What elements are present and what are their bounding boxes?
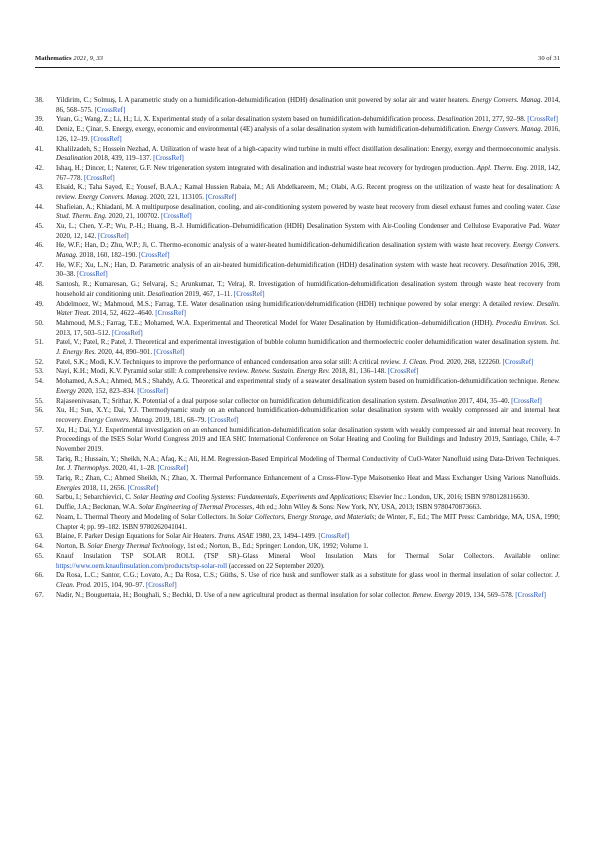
reference-number: 54. bbox=[35, 377, 44, 386]
reference-item bbox=[35, 319, 560, 338]
page-number: 30 of 31 bbox=[538, 55, 560, 62]
reference-text bbox=[56, 532, 560, 542]
crossref-link[interactable]: [CrossRef] bbox=[205, 192, 237, 201]
reference-source: J. Clean. Prod. bbox=[56, 571, 560, 589]
reference-authors-title: Da Rosa, L.C.; Santor, C.G.; Lovato, A.; Da Rosa, C.S.; Güths, S. Use of rice husk and sunflower stalk as a substitute for glass wool in thermal insulation of solar collector. bbox=[56, 571, 556, 580]
reference-text bbox=[56, 552, 560, 571]
reference-authors-title: Elsaid, K.; Taha Sayed, E.; Yousef, B.A.A.; Kamal Hussien Rabaia, M.; Ali Abdelkareem, M.; Olabi, A.G. Recent progress on the utilization of waste heat for desalination: A review. bbox=[56, 183, 560, 201]
reference-item bbox=[35, 96, 560, 115]
reference-access-note: (accessed on 22 September 2020). bbox=[227, 561, 325, 570]
crossref-link[interactable]: [CrossRef] bbox=[515, 590, 547, 599]
reference-source: Renew. Energy bbox=[56, 377, 560, 395]
reference-authors-title: Tariq, R.; Zhan, C.; Ahmed Sheikh, N.; Zhao, X. Thermal Performance Enhancement of a Cross-Flow-Type Maisotsenko Heat and Mass Exchanger Using Various Nanofluids. bbox=[56, 474, 560, 483]
reference-item bbox=[35, 183, 560, 202]
reference-authors-title: He, W.F.; Han, D.; Zhu, W.P.; Ji, C. Thermo-economic analysis of a water-heated humidification-dehumidification desalination system with waste heat recovery. bbox=[56, 241, 513, 250]
reference-text bbox=[56, 241, 560, 260]
crossref-link[interactable]: [CrossRef] bbox=[157, 464, 189, 473]
reference-authors-title: Ishaq, H.; Dincer, I.; Naterer, G.F. New trigeneration system integrated with desalination and industrial waste heat recovery for hydrogen production. bbox=[56, 163, 477, 172]
reference-source: J. Clean. Prod. bbox=[402, 357, 445, 366]
reference-text bbox=[56, 222, 560, 241]
reference-authors-title: Sarbu, I.; Sebarchievici, C. bbox=[56, 493, 134, 502]
reference-item bbox=[35, 513, 560, 532]
reference-details: 2019, 134, 569–578. bbox=[454, 590, 516, 599]
reference-source: Water bbox=[543, 222, 560, 231]
reference-item bbox=[35, 591, 560, 601]
reference-item bbox=[35, 542, 560, 552]
crossref-link[interactable]: [CrossRef] bbox=[527, 115, 559, 124]
running-head bbox=[35, 53, 103, 65]
reference-number: 64. bbox=[35, 542, 44, 551]
reference-text bbox=[56, 397, 560, 407]
reference-item bbox=[35, 261, 560, 280]
reference-authors-title: Xu, L.; Chen, Y.-P.; Wu, P.-H.; Huang, B.-J. Humidification–Dehumidification (HDH) Desalination System with Air-Cooling Condenser and Cellulose Evaporative Pad. bbox=[56, 222, 544, 231]
reference-text bbox=[56, 426, 560, 455]
crossref-link[interactable]: [CrossRef] bbox=[161, 212, 192, 221]
journal-citation: 2021, 9, 33 bbox=[73, 55, 103, 62]
crossref-link[interactable]: [CrossRef] bbox=[207, 415, 239, 424]
reference-text bbox=[56, 358, 560, 368]
reference-text bbox=[56, 406, 560, 425]
reference-details: ; Elsevier Inc.: London, UK, 2016; ISBN 9780128116630. bbox=[365, 493, 530, 502]
crossref-link[interactable]: [CrossRef] bbox=[387, 367, 419, 376]
reference-source: Solar Engineering of Thermal Processes bbox=[138, 503, 253, 512]
reference-details: 2020, 12, 142. bbox=[56, 231, 98, 240]
reference-text bbox=[56, 164, 560, 183]
reference-source: Energy Convers. Manag. bbox=[83, 415, 154, 424]
reference-number: 51. bbox=[35, 338, 44, 347]
reference-details: 2018, 160, 182–190. bbox=[77, 251, 139, 259]
reference-details: 2013, 17, 503–512. bbox=[56, 328, 112, 337]
reference-details: 2016, 126, 12–19. bbox=[56, 125, 561, 143]
reference-text bbox=[56, 96, 560, 115]
crossref-link[interactable]: [CrossRef] bbox=[233, 289, 265, 298]
reference-details: 2019, 181, 68–79. bbox=[153, 415, 208, 424]
reference-text bbox=[56, 513, 560, 532]
reference-number: 44. bbox=[35, 202, 44, 211]
crossref-link[interactable]: [CrossRef] bbox=[77, 270, 108, 279]
reference-item bbox=[35, 367, 560, 377]
reference-text bbox=[56, 542, 560, 552]
reference-authors-title: Knauf Insulation TSP SOLAR ROLL (TSP SR)–Glass Mineral Wool Insulation Mats for Thermal Solar Collectors. Available online: bbox=[56, 551, 560, 560]
reference-item bbox=[35, 474, 560, 493]
reference-source: Procedia Environ. Sci. bbox=[495, 318, 560, 327]
reference-text bbox=[56, 183, 560, 202]
reference-item bbox=[35, 280, 560, 299]
reference-number: 55. bbox=[35, 396, 44, 405]
reference-text bbox=[56, 493, 560, 503]
reference-item bbox=[35, 300, 560, 319]
reference-item bbox=[35, 571, 560, 590]
reference-number: 57. bbox=[35, 425, 44, 434]
reference-number: 40. bbox=[35, 125, 44, 134]
reference-text bbox=[56, 474, 560, 493]
reference-authors-title: Patel, V.; Patel, R.; Patel, J. Theoretical and experimental investigation of bubble column humidification and thermoelectric cooler dehumidification water desalination system. bbox=[56, 338, 551, 347]
journal-name: Mathematics bbox=[35, 55, 72, 62]
reference-item bbox=[35, 532, 560, 542]
header-rule bbox=[35, 67, 560, 68]
reference-authors-title: Yuan, G.; Wang, Z.; Li, H.; Li, X. Experimental study of a solar desalination system based on humidification-dehumidification process. bbox=[56, 115, 438, 124]
reference-number: 47. bbox=[35, 260, 44, 269]
reference-source: Energy Convers. Manag. bbox=[472, 125, 543, 134]
reference-details: 1980, 23, 1494–1499. bbox=[253, 532, 319, 541]
reference-number: 63. bbox=[35, 532, 44, 541]
reference-number: 42. bbox=[35, 163, 44, 172]
reference-authors-title: Santosh, R.; Kumaresan, G.; Selvaraj, S.; Arunkumar, T.; Velraj, R. Investigation of humidification-dehumidification desalination system through waste heat recovery from household air conditioning unit. bbox=[56, 280, 560, 298]
reference-number: 45. bbox=[35, 222, 44, 231]
reference-source: Energy Convers. Manag. bbox=[78, 192, 149, 201]
reference-authors-title: Duffie, J.A.; Beckman, W.A. bbox=[56, 503, 139, 512]
crossref-link[interactable]: [CrossRef] bbox=[94, 105, 126, 114]
reference-number: 41. bbox=[35, 144, 44, 153]
crossref-link[interactable]: [CrossRef] bbox=[138, 251, 170, 259]
reference-source: Appl. Therm. Eng. bbox=[476, 163, 529, 172]
reference-details: 2020, 41, 1–28. bbox=[110, 464, 158, 473]
reference-details: 2020, 268, 122260. bbox=[444, 357, 503, 366]
reference-number: 56. bbox=[35, 406, 44, 415]
reference-authors-title: Nadir, N.; Bouguettaia, H.; Boughali, S.; Bechki, D. Use of a new agricultural product as thermal insulation for solar collector. bbox=[56, 590, 413, 599]
reference-text bbox=[56, 571, 560, 590]
reference-source: Int. J. Energy Res. bbox=[56, 338, 560, 356]
reference-number: 43. bbox=[35, 183, 44, 192]
crossref-link[interactable]: [CrossRef] bbox=[153, 154, 184, 163]
reference-details: 2020, 44, 890–901. bbox=[96, 347, 154, 356]
reference-number: 58. bbox=[35, 454, 44, 463]
reference-number: 38. bbox=[35, 96, 44, 104]
reference-item bbox=[35, 203, 560, 222]
reference-details: 2018, 11, 2656. bbox=[80, 483, 128, 492]
reference-text bbox=[56, 455, 560, 474]
reference-authors-title: Deniz, E.; Çinar, S. Energy, exergy, economic and environmental (4E) analysis of a solar desalination system with humidification-dehumidification. bbox=[56, 125, 473, 134]
reference-source: Desalin. Water Treat. bbox=[56, 299, 560, 318]
reference-source: Solar Energy Thermal Technology bbox=[87, 542, 184, 551]
reference-item bbox=[35, 164, 560, 183]
reference-details: 2016, 398, 30–38. bbox=[56, 260, 560, 279]
reference-authors-title: Xu, H.; Dai, Y.J. Experimental investigation on an enhanced humidification-dehumidification solar desalination system with weakly compressed air and internal heat recovery. In Proceedings of the ISES Solar World Congress 2019 and IEA SHC International Conference on Solar Heating and Cooling for Buildings and Industry 2019, Santiago, Chile, 4–7 November 2019. bbox=[56, 425, 560, 453]
reference-authors-title: Xu, H.; Sun, X.Y.; Dai, Y.J. Thermodynamic study on an enhanced humidification-dehumidification solar desalination system with weakly compressed air and internal heat recovery. bbox=[56, 406, 560, 424]
reference-authors-title: Rajaseenivasan, T.; Srithar, K. Potential of a dual purpose solar collector on humidification dehumidification desalination system. bbox=[56, 396, 421, 405]
reference-source: Solar Heating and Cooling Systems: Fundamentals, Experiments and Applications bbox=[133, 493, 366, 502]
reference-text bbox=[56, 280, 560, 299]
reference-text bbox=[56, 319, 560, 338]
reference-details: , 4th ed.; John Wiley & Sons: New York, NY, USA, 2013; ISBN 9780470873663. bbox=[252, 503, 482, 512]
reference-number: 50. bbox=[35, 318, 44, 327]
reference-text bbox=[56, 591, 560, 601]
reference-item bbox=[35, 455, 560, 474]
reference-number: 67. bbox=[35, 590, 44, 599]
crossref-link[interactable]: [CrossRef] bbox=[153, 347, 185, 356]
reference-source: Desalination bbox=[491, 260, 528, 269]
crossref-link[interactable]: [CrossRef] bbox=[112, 328, 143, 337]
reference-item bbox=[35, 397, 560, 407]
reference-details: 2019, 467, 1–11. bbox=[183, 289, 234, 298]
reference-text bbox=[56, 203, 560, 222]
crossref-link[interactable]: [CrossRef] bbox=[145, 580, 177, 589]
reference-item bbox=[35, 222, 560, 241]
reference-authors-title: Blaine, F. Parker Design Equations for Solar Air Heaters. bbox=[56, 532, 218, 541]
reference-details: 2017, 404, 35–40. bbox=[456, 396, 512, 405]
reference-text bbox=[56, 377, 560, 396]
crossref-link[interactable]: [CrossRef] bbox=[318, 532, 350, 541]
reference-source: Energy Convers. Manag. bbox=[471, 96, 543, 104]
reference-number: 48. bbox=[35, 280, 44, 289]
reference-number: 49. bbox=[35, 299, 44, 308]
reference-authors-title: Mohamed, A.S.A.; Ahmed, M.S.; Shahdy, A.G. Theoretical and experimental study of a seawater desalination system based on humidification-dehumidification technique. bbox=[56, 377, 541, 386]
reference-source: Trans. ASAE bbox=[217, 532, 254, 541]
reference-source: Energies bbox=[56, 483, 81, 492]
reference-item bbox=[35, 125, 560, 144]
reference-authors-title: Patel, S.K.; Modi, K.V. Techniques to improve the performance of enhanced condensation area solar still: A critical review. bbox=[56, 357, 403, 366]
page-header bbox=[35, 53, 560, 65]
reference-item bbox=[35, 377, 560, 396]
reference-details: 2018, 81, 136–148. bbox=[330, 367, 388, 376]
reference-details: 2014, 52, 4622–4640. bbox=[90, 309, 156, 318]
reference-source: Solar Collectors, Energy Storage, and Materials bbox=[237, 513, 375, 522]
reference-url-link[interactable]: https://www.oem.knaufinsulation.com/products/tsp-solar-roll bbox=[56, 561, 228, 570]
reference-source: Renew. Sustain. Energy Rev. bbox=[250, 367, 330, 376]
reference-text bbox=[56, 367, 560, 377]
reference-details: 2020, 152, 823–834. bbox=[75, 386, 138, 395]
reference-number: 46. bbox=[35, 241, 44, 250]
reference-number: 52. bbox=[35, 357, 44, 366]
reference-text bbox=[56, 125, 560, 144]
crossref-link[interactable]: [CrossRef] bbox=[511, 396, 542, 405]
reference-authors-title: He, W.F.; Xu, L.N.; Han, D. Parametric analysis of an air-heated humidification-dehumidification (HDH) desalination system with waste heat recovery. bbox=[56, 260, 492, 269]
reference-number: 39. bbox=[35, 115, 44, 124]
reference-source: Int. J. Thermophys. bbox=[56, 464, 111, 473]
reference-details: 2015, 104, 90–97. bbox=[91, 580, 146, 589]
reference-authors-title: Nayi, K.H.; Modi, K.V. Pyramid solar still: A comprehensive review. bbox=[56, 367, 251, 376]
reference-source: Desalination bbox=[56, 154, 93, 163]
reference-number: 66. bbox=[35, 571, 44, 580]
reference-authors-title: Mahmoud, M.S.; Farrag, T.E.; Mohamed, W.A. Experimental and Theoretical Model for Water Desalination by Humidification–dehumidification (HDH). bbox=[56, 318, 496, 327]
reference-details: , 1st ed.; Norton, B., Ed.; Springer: London, UK, 1992; Volume 1. bbox=[183, 542, 369, 551]
reference-item bbox=[35, 241, 560, 260]
reference-source: Renew. Energy bbox=[412, 590, 455, 599]
reference-authors-title: Abdelmoez, W.; Mahmoud, M.S.; Farrag, T.E. Water desalination using humidification/dehumidification (HDH) technique powered by solar energy: A detailed review. bbox=[56, 299, 537, 308]
reference-text bbox=[56, 261, 560, 280]
reference-source: Energy Convers. Manag. bbox=[56, 241, 560, 259]
reference-details: 2020, 21, 100702. bbox=[106, 212, 161, 221]
crossref-link[interactable]: [CrossRef] bbox=[91, 134, 122, 143]
reference-source: Case Stud. Therm. Eng. bbox=[56, 202, 560, 221]
reference-source: Desalination bbox=[437, 115, 474, 124]
reference-authors-title: Yildirim, C.; Solmuş, I. A parametric study on a humidification-dehumidification (HDH) desalination unit powered by solar air and water heaters. bbox=[56, 96, 472, 104]
reference-source: Desalination bbox=[420, 396, 457, 405]
reference-details: ; de Winter, F., Ed.; The MIT Press: Cambridge, MA, USA, 1990; Chapter 4; pp. 99–182. ISBN 9780262041041. bbox=[56, 513, 561, 531]
reference-item bbox=[35, 493, 560, 503]
reference-item bbox=[35, 426, 560, 455]
crossref-link[interactable]: [CrossRef] bbox=[84, 173, 115, 182]
reference-number: 61. bbox=[35, 503, 44, 512]
reference-authors-title: Khalilzadeh, S.; Hossein Nezhad, A. Utilization of waste heat of a high-capacity wind turbine in multi effect distillation desalination: Energy, exergy and thermoeconomic analysis. bbox=[56, 144, 560, 153]
crossref-link[interactable]: [CrossRef] bbox=[155, 309, 186, 318]
reference-number: 65. bbox=[35, 551, 44, 560]
reference-details: 2020, 221, 113105. bbox=[148, 192, 206, 201]
reference-text bbox=[56, 145, 560, 164]
reference-number: 60. bbox=[35, 493, 44, 502]
reference-number: 62. bbox=[35, 513, 44, 522]
reference-authors-title: Norton, B. bbox=[56, 542, 88, 551]
reference-item bbox=[35, 406, 560, 425]
reference-details: 2014, 86, 568–575. bbox=[56, 96, 560, 114]
reference-authors-title: Shafieian, A.; Khiadani, M. A multipurpose desalination, cooling, and air-conditioning system powered by waste heat recovery from diesel exhaust fumes and cooling water. bbox=[56, 202, 546, 211]
crossref-link[interactable]: [CrossRef] bbox=[127, 483, 159, 492]
reference-details: 2018, 439, 119–137. bbox=[92, 154, 154, 163]
crossref-link[interactable]: [CrossRef] bbox=[502, 357, 534, 366]
reference-authors-title: Tariq, R.; Hussain, Y.; Sheikh, N.A.; Afaq, K.; Ali, H.M. Regression-Based Empirical Modeling of Thermal Conductivity of CuO-Water Nanofluid using Data-Driven Techniques. bbox=[56, 454, 560, 463]
reference-item bbox=[35, 115, 560, 125]
crossref-link[interactable]: [CrossRef] bbox=[137, 386, 168, 395]
reference-item bbox=[35, 145, 560, 164]
reference-list bbox=[35, 96, 560, 601]
reference-text bbox=[56, 115, 560, 125]
reference-authors-title: Noam, L. Thermal Theory and Modeling of Solar Collectors. In bbox=[56, 513, 238, 522]
reference-text bbox=[56, 503, 560, 513]
reference-item bbox=[35, 358, 560, 368]
reference-number: 59. bbox=[35, 474, 44, 483]
reference-number: 53. bbox=[35, 367, 44, 376]
reference-text bbox=[56, 338, 560, 357]
reference-source: Desalination bbox=[147, 289, 184, 298]
reference-item bbox=[35, 338, 560, 357]
reference-details: 2018, 142, 767–778. bbox=[56, 163, 561, 182]
reference-item bbox=[35, 552, 560, 571]
reference-item bbox=[35, 503, 560, 513]
crossref-link[interactable]: [CrossRef] bbox=[98, 231, 129, 240]
reference-text bbox=[56, 300, 560, 319]
reference-details: 2011, 277, 92–98. bbox=[473, 115, 528, 124]
